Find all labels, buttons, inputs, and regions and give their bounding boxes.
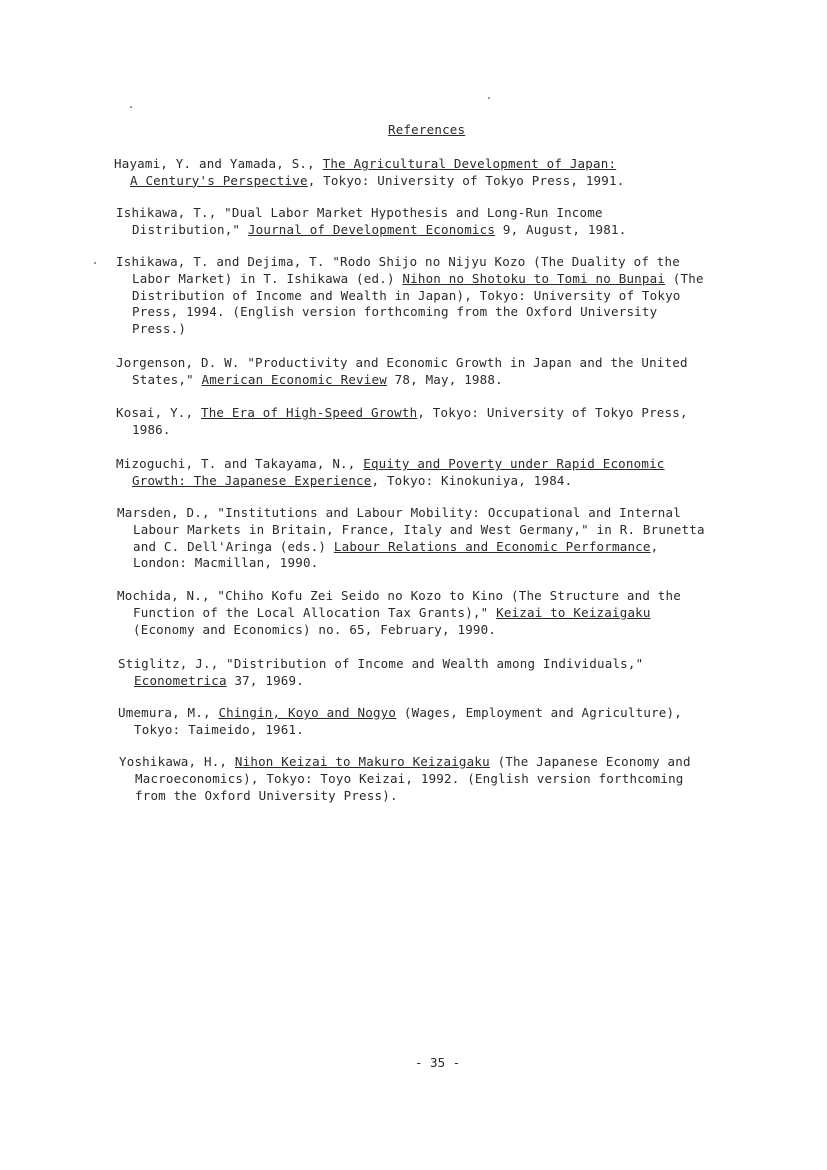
reference-line xyxy=(117,622,681,639)
reference-line xyxy=(118,673,643,690)
reference-text: Labour Markets in Britain, France, Italy and West Germany," in R. Brunetta xyxy=(133,521,705,537)
reference-text: London: Macmillan, 1990. xyxy=(133,555,319,571)
reference-entry xyxy=(119,754,691,804)
reference-text: Tokyo: Taimeido, 1961. xyxy=(134,721,304,737)
reference-text: States," xyxy=(132,371,202,387)
reference-entry xyxy=(116,355,688,389)
reference-line xyxy=(116,271,704,288)
reference-text: Mizoguchi, T. and Takayama, N., xyxy=(116,456,364,471)
reference-text: (The xyxy=(665,270,704,286)
reference-text: (The Japanese Economy and xyxy=(489,754,691,769)
reference-text: Ishikawa, T. and Dejima, T. "Rodo Shijo no Nijyu Kozo (The Duality of the xyxy=(116,254,680,269)
reference-line xyxy=(118,705,682,722)
reference-line xyxy=(119,788,691,805)
reference-line xyxy=(117,555,705,572)
reference-line xyxy=(116,405,688,422)
reference-entry xyxy=(117,505,705,572)
reference-title: Econometrica xyxy=(134,672,227,688)
references-heading: References xyxy=(388,122,466,137)
reference-title: Labour Relations and Economic Performance xyxy=(333,538,651,554)
reference-text: 37, 1969. xyxy=(226,672,304,688)
reference-title: The Era of High-Speed Growth xyxy=(200,405,418,420)
reference-text: Stiglitz, J., "Distribution of Income and Wealth among Individuals," xyxy=(118,656,644,671)
scan-speck xyxy=(130,106,132,108)
reference-line xyxy=(116,456,665,473)
reference-text: Ishikawa, T., "Dual Labor Market Hypothesis and Long-Run Income xyxy=(116,205,603,220)
reference-line xyxy=(117,539,705,556)
reference-text: Distribution of Income and Wealth in Japan), Tokyo: University of Tokyo xyxy=(132,287,681,303)
reference-text: 1986. xyxy=(132,421,171,437)
reference-line xyxy=(118,722,682,739)
reference-text: , Tokyo: Kinokuniya, 1984. xyxy=(371,472,573,488)
reference-text: , Tokyo: University of Tokyo Press, 1991. xyxy=(307,172,625,188)
reference-text: Kosai, Y., xyxy=(116,405,201,420)
reference-text: 9, August, 1981. xyxy=(495,221,627,237)
page-number: - 35 - xyxy=(415,1055,461,1070)
reference-title: American Economic Review xyxy=(201,371,387,387)
reference-line xyxy=(114,173,624,190)
reference-title: Chingin, Koyo and Nogyo xyxy=(218,705,397,720)
reference-text: 78, May, 1988. xyxy=(386,371,503,387)
reference-entry xyxy=(114,156,624,190)
reference-line xyxy=(116,205,626,222)
reference-text: Function of the Local Allocation Tax Grants)," xyxy=(133,604,497,620)
reference-text: Press, 1994. (English version forthcoming from the Oxford University xyxy=(132,304,658,320)
reference-line xyxy=(116,304,704,321)
reference-entry xyxy=(116,205,626,239)
reference-entry xyxy=(116,254,704,338)
reference-line xyxy=(117,522,705,539)
reference-text: Mochida, N., "Chiho Kofu Zei Seido no Kozo to Kino (The Structure and the xyxy=(117,588,681,603)
reference-entry xyxy=(118,705,682,739)
reference-text: from the Oxford University Press). xyxy=(135,787,398,803)
reference-text: Jorgenson, D. W. "Productivity and Economic Growth in Japan and the United xyxy=(116,355,688,370)
reference-line xyxy=(117,605,681,622)
reference-line xyxy=(116,372,688,389)
reference-text: , Tokyo: University of Tokyo Press, xyxy=(417,405,688,420)
reference-line xyxy=(116,473,665,490)
reference-title: Nihon Keizai to Makuro Keizaigaku xyxy=(234,754,490,769)
reference-line xyxy=(117,588,681,605)
reference-title: Growth: The Japanese Experience xyxy=(132,472,372,488)
reference-line xyxy=(116,321,704,338)
reference-entry xyxy=(118,656,643,690)
reference-text: (Wages, Employment and Agriculture), xyxy=(396,705,682,720)
scan-speck xyxy=(488,97,490,99)
reference-title: The Agricultural Development of Japan: xyxy=(322,156,617,171)
reference-title: Nihon no Shotoku to Tomi no Bunpai xyxy=(402,270,666,286)
reference-entry xyxy=(116,456,665,490)
reference-line xyxy=(116,355,688,372)
reference-line xyxy=(119,771,691,788)
reference-line xyxy=(116,288,704,305)
reference-entry xyxy=(117,588,681,638)
reference-text: Hayami, Y. and Yamada, S., xyxy=(114,156,323,171)
reference-text: Distribution," xyxy=(132,221,248,237)
reference-text: and C. Dell'Aringa (eds.) xyxy=(133,538,334,554)
reference-text: Marsden, D., "Institutions and Labour Mobility: Occupational and Internal xyxy=(117,505,681,520)
reference-title: A Century's Perspective xyxy=(130,172,308,188)
reference-line xyxy=(116,254,704,271)
reference-title: Keizai to Keizaigaku xyxy=(496,604,651,620)
reference-text: Labor Market) in T. Ishikawa (ed.) xyxy=(132,270,403,286)
reference-text: Yoshikawa, H., xyxy=(119,754,235,769)
reference-line xyxy=(119,754,691,771)
reference-text: , xyxy=(650,538,659,554)
reference-line xyxy=(116,422,688,439)
reference-title: Journal of Development Economics xyxy=(247,221,496,237)
reference-text: (Economy and Economics) no. 65, February, 1990. xyxy=(133,621,497,637)
reference-text: Umemura, M., xyxy=(118,705,219,720)
reference-line xyxy=(117,505,705,522)
reference-text: Macroeconomics), Tokyo: Toyo Keizai, 1992. (English version forthcoming xyxy=(135,770,684,786)
scan-speck xyxy=(94,262,96,264)
reference-line xyxy=(114,156,624,173)
reference-entry xyxy=(116,405,688,439)
reference-line xyxy=(118,656,643,673)
reference-line xyxy=(116,222,626,239)
reference-text: Press.) xyxy=(132,321,187,337)
reference-title: Equity and Poverty under Rapid Economic xyxy=(363,456,665,471)
